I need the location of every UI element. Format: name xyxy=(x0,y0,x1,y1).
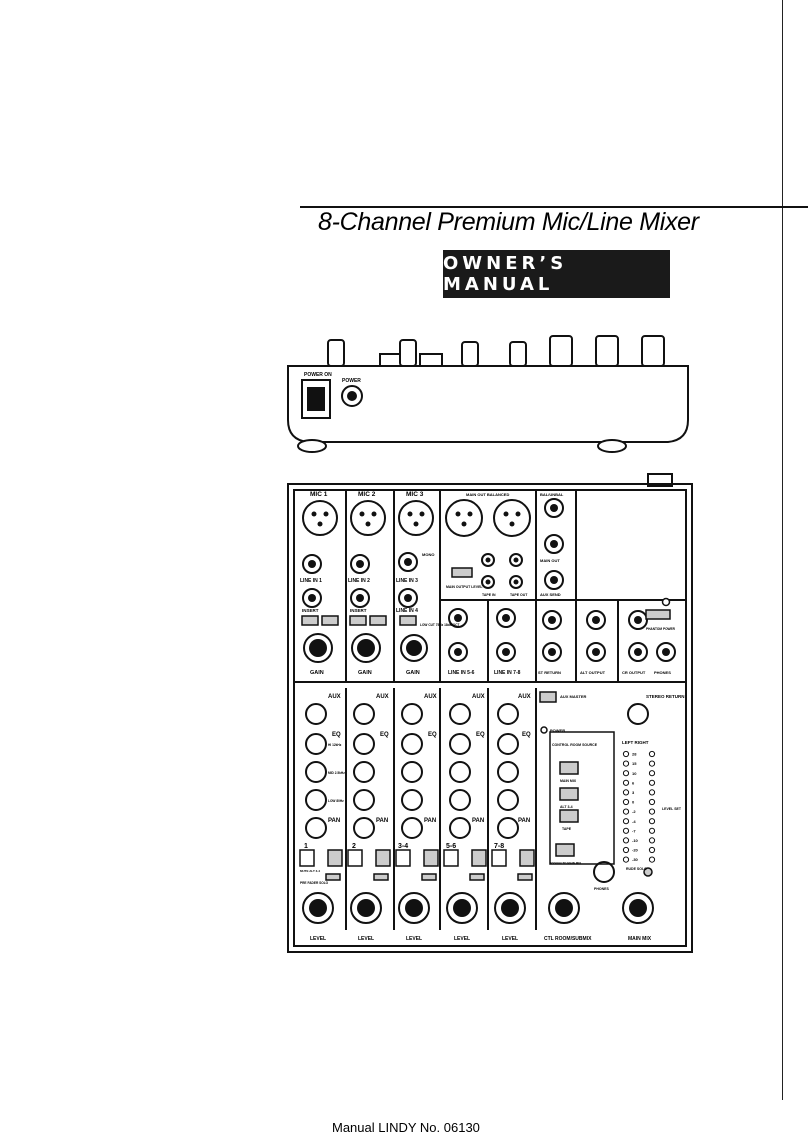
line-in-5-6-label: LINE IN 5-6 xyxy=(448,670,475,676)
meter-led-left xyxy=(623,771,628,776)
meter-scale-label: -30 xyxy=(632,857,638,863)
mid-label: MID 2.5kHz xyxy=(328,771,345,775)
eq-label-2: EQ xyxy=(380,732,389,738)
meter-led-left xyxy=(623,751,628,756)
meter-led-right xyxy=(649,828,654,833)
power-led-label: POWER xyxy=(550,728,566,733)
channel-2-label: 2 xyxy=(352,843,356,850)
meter-led-right xyxy=(649,771,654,776)
channel-5-6-label: 5-6 xyxy=(446,843,457,850)
aux-label-3: AUX xyxy=(424,694,437,700)
meter-led-left xyxy=(623,819,628,824)
pan-label-1: PAN xyxy=(328,818,341,824)
mic-3-label: MIC 3 xyxy=(406,491,424,498)
pan-label-4: PAN xyxy=(472,818,485,824)
document-title: 8-Channel Premium Mic/Line Mixer xyxy=(318,208,699,236)
main-mix-button-label: MAIN MIX xyxy=(560,779,577,783)
line-in-2-label: LINE IN 2 xyxy=(348,578,370,584)
meter-led-left xyxy=(623,838,628,843)
level-meter xyxy=(623,751,654,862)
channel-1-label: 1 xyxy=(304,843,308,850)
footer-manual-number: Manual LINDY No. 06130 xyxy=(332,1120,480,1135)
eq-label-1: EQ xyxy=(332,732,341,738)
insert-label-2: INSERT xyxy=(350,608,367,613)
rear-power-switch-label: POWER ON xyxy=(304,372,332,378)
phones-label: PHONES xyxy=(654,670,671,675)
tape-in-label: TAPE IN xyxy=(482,593,496,597)
meter-led-left xyxy=(623,761,628,766)
meter-led-right xyxy=(649,751,654,756)
owners-manual-badge xyxy=(443,250,670,298)
level-label-3: LEVEL xyxy=(406,936,423,942)
aux-label-4: AUX xyxy=(472,694,485,700)
meter-scale-label: -2 xyxy=(632,809,636,815)
meter-led-right xyxy=(649,819,654,824)
main-out-label: MAIN OUT xyxy=(540,558,560,563)
meter-scale-label: -10 xyxy=(632,838,638,843)
rear-power-input-label: POWER xyxy=(342,378,361,384)
mixer-top-panel-illustration xyxy=(282,470,702,960)
meter-scale-label: 28 xyxy=(632,751,637,757)
meter-scale-label: 10 xyxy=(632,770,637,776)
mute-label: MUTE ALT 3-4 xyxy=(300,869,320,873)
meter-led-right xyxy=(649,761,654,766)
assign-label: ASSIGN TO MAIN MIX xyxy=(550,861,582,865)
bal-unbal-label: BAL/UNBAL xyxy=(540,492,564,497)
low-label: LOW 80Hz xyxy=(328,799,344,803)
owners-manual-label: OWNER’S MANUAL xyxy=(443,253,568,295)
meter-scale-label: 6 xyxy=(632,780,635,786)
tape-button-label: TAPE xyxy=(562,827,572,831)
pan-label-2: PAN xyxy=(376,818,389,824)
meter-led-left xyxy=(623,847,628,852)
mic-1-label: MIC 1 xyxy=(310,491,328,498)
line-in-1-label: LINE IN 1 xyxy=(300,578,322,584)
gain-label-3: GAIN xyxy=(406,670,420,676)
insert-label-1: INSERT xyxy=(302,608,319,613)
meter-scale-label: 15 xyxy=(632,761,637,767)
meter-scale-label: -4 xyxy=(632,818,636,824)
meter-scale-label: -20 xyxy=(632,847,638,853)
alt-output-label: ALT OUTPUT xyxy=(580,670,606,675)
meter-led-left xyxy=(623,857,628,862)
mic-2-label: MIC 2 xyxy=(358,491,376,498)
meter-led-left xyxy=(623,799,628,804)
line-in-4-label: LINE IN 4 xyxy=(396,608,418,614)
meter-led-right xyxy=(649,838,654,843)
channel-7-8-label: 7-8 xyxy=(494,843,505,850)
main-output-level-label: MAIN OUTPUT LEVEL xyxy=(446,585,483,589)
meter-led-right xyxy=(649,809,654,814)
tape-out-label: TAPE OUT xyxy=(510,593,528,597)
level-label-2: LEVEL xyxy=(358,936,375,942)
meter-header: LEFT RIGHT xyxy=(622,740,649,745)
rude-solo-label: RUDE SOLO xyxy=(626,867,647,871)
aux-label-2: AUX xyxy=(376,694,389,700)
phones-knob-label: PHONES xyxy=(594,887,609,891)
rear-panel-illustration xyxy=(282,330,702,460)
meter-led-right xyxy=(649,847,654,852)
eq-label-3: EQ xyxy=(428,732,437,738)
meter-scale-label: 0 xyxy=(632,799,635,805)
eq-label-5: EQ xyxy=(522,732,531,738)
stereo-return-label: STEREO RETURN xyxy=(646,694,685,699)
gain-label-1: GAIN xyxy=(310,670,324,676)
eq-label-4: EQ xyxy=(476,732,485,738)
hi-label: HI 12kHz xyxy=(328,743,342,747)
line-in-7-8-label: LINE IN 7-8 xyxy=(494,670,521,676)
level-label-5: LEVEL xyxy=(502,936,519,942)
meter-led-left xyxy=(623,780,628,785)
pan-label-3: PAN xyxy=(424,818,437,824)
meter-led-right xyxy=(649,857,654,862)
low-cut-label: LOW CUT 75Hz 18dB/OCT xyxy=(420,623,460,627)
pan-label-5: PAN xyxy=(518,818,531,824)
phantom-power-label: PHANTOM POWER xyxy=(646,627,675,631)
control-room-source-label: CONTROL ROOM SOURCE xyxy=(552,743,598,747)
ctl-room-submix-label: CTL ROOM/SUBMIX xyxy=(544,936,592,942)
st-return-label: ST RETURN xyxy=(538,670,561,675)
aux-send-label: AUX SEND xyxy=(540,592,561,597)
alt-3-4-button-label: ALT 3-4 xyxy=(560,805,573,809)
meter-scale-label: 3 xyxy=(632,790,635,795)
channel-3-4-label: 3-4 xyxy=(398,843,409,850)
main-mix-knob-label: MAIN MIX xyxy=(628,936,652,942)
meter-led-right xyxy=(649,799,654,804)
level-set-label: LEVEL SET xyxy=(662,807,681,811)
pre-fader-solo-label: PRE FADER SOLO xyxy=(300,881,329,885)
aux-label-5: AUX xyxy=(518,694,531,700)
aux-master-label: AUX MASTER xyxy=(560,694,587,699)
main-out-balanced-label: MAIN OUT BALANCED xyxy=(466,492,510,497)
aux-label-1: AUX xyxy=(328,694,341,700)
meter-led-right xyxy=(649,790,654,795)
level-label-1: LEVEL xyxy=(310,936,327,942)
page-frame-line xyxy=(782,0,783,1100)
meter-led-left xyxy=(623,809,628,814)
line-in-3-label: LINE IN 3 xyxy=(396,578,418,584)
cr-output-label: CR OUTPUT xyxy=(622,670,646,675)
meter-led-left xyxy=(623,828,628,833)
meter-led-right xyxy=(649,780,654,785)
gain-label-2: GAIN xyxy=(358,670,372,676)
meter-scale-label: -7 xyxy=(632,828,636,834)
meter-led-left xyxy=(623,790,628,795)
mono-label: MONO xyxy=(422,552,435,557)
level-label-4: LEVEL xyxy=(454,936,471,942)
